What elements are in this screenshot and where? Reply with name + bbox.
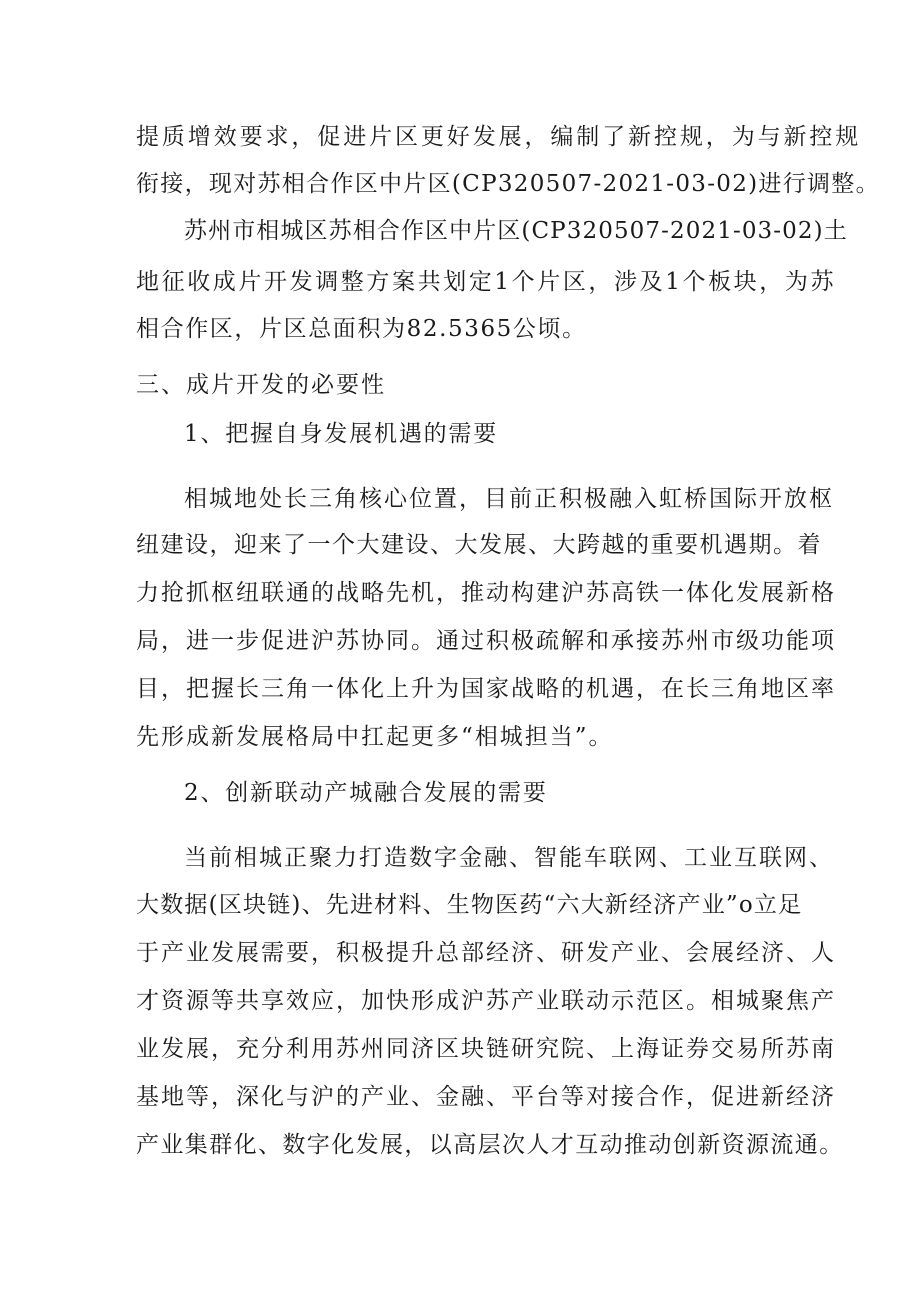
paragraph-line: 地征收成片开发调整方案共划定1个片区，涉及1个板块，为苏	[136, 269, 837, 295]
section-heading: 三、成片开发的必要性	[136, 372, 386, 398]
paragraph-line: 力抢抓枢纽联通的战略先机，推动构建沪苏高铁一体化发展新格	[136, 580, 836, 606]
paragraph-line: 先形成新发展格局中扛起更多“相城担当”。	[136, 724, 614, 750]
paragraph-line: 才资源等共享效应，加快形成沪苏产业联动示范区。相城聚焦产	[136, 988, 836, 1014]
paragraph-line: 大数据(区块链)、先进材料、生物医药“六大新经济产业”o立足	[136, 892, 803, 918]
paragraph-line: 产业集群化、数字化发展，以高层次人才互动推动创新资源流通。	[136, 1132, 844, 1158]
paragraph-line: 于产业发展需要，积极提升总部经济、研发产业、会展经济、人	[136, 940, 836, 966]
paragraph-line: 苏州市相城区苏相合作区中片区(CP320507-2021-03-02)土	[184, 218, 848, 244]
subsection-heading: 1、把握自身发展机遇的需要	[184, 421, 499, 447]
paragraph-line: 目，把握长三角一体化上升为国家战略的机遇，在长三角地区率	[136, 676, 836, 702]
paragraph-line: 基地等，深化与沪的产业、金融、平台等对接合作，促进新经济	[136, 1084, 836, 1110]
paragraph-line: 提质增效要求，促进片区更好发展，编制了新控规，为与新控规	[136, 124, 862, 150]
paragraph-line: 衔接，现对苏相合作区中片区(CP320507-2021-03-02)进行调整。	[136, 171, 880, 197]
paragraph-line: 局，进一步促进沪苏协同。通过积极疏解和承接苏州市级功能项	[136, 628, 836, 654]
subsection-heading: 2、创新联动产城融合发展的需要	[184, 780, 548, 806]
paragraph-line: 纽建设，迎来了一个大建设、大发展、大跨越的重要机遇期。着	[136, 532, 822, 558]
paragraph-line: 相合作区，片区总面积为82.5365公顷。	[136, 316, 587, 342]
paragraph-line: 业发展，充分利用苏州同济区块链研究院、上海证券交易所苏南	[136, 1036, 836, 1062]
paragraph-line: 相城地处长三角核心位置，目前正积极融入虹桥国际开放枢	[184, 486, 834, 512]
paragraph-line: 当前相城正聚力打造数字金融、智能车联网、工业互联网、	[184, 845, 834, 871]
